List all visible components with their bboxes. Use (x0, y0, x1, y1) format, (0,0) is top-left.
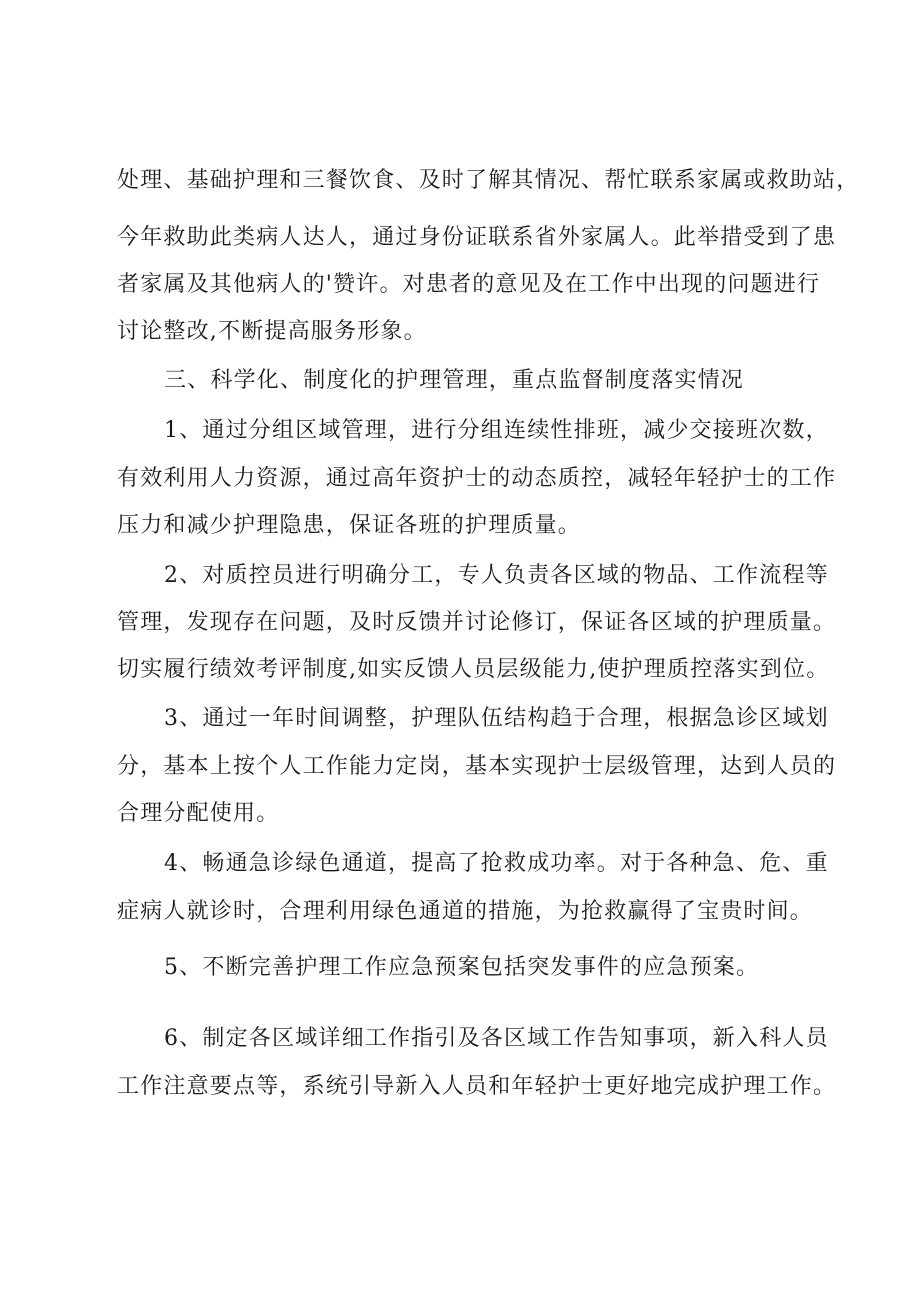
text-line-7: 有效利用人力资源，通过高年资护士的动态质控，减轻年轻护士的工作 (117, 466, 837, 491)
text-line-8: 压力和减少护理隐患，保证各班的护理质量。 (117, 513, 582, 538)
text-line-15: 4、畅通急诊绿色通道，提高了抢救成功率。对于各种急、危、重 (164, 851, 829, 876)
text-line-3: 者家属及其他病人的'赞许。对患者的意见及在工作中出现的问题进行 (117, 272, 821, 297)
text-line-9: 2、对质控员进行明确分工，专人负责各区域的物品、工作流程等 (164, 563, 829, 588)
text-line-12: 3、通过一年时间调整，护理队伍结构趋于合理，根据急诊区域划 (164, 706, 829, 731)
text-line-2: 今年救助此类病人达人，通过身份证联系省外家属人。此举措受到了患 (117, 225, 837, 250)
text-line-18: 6、制定各区域详细工作指引及各区域工作告知事项，新入科人员 (164, 1026, 829, 1051)
text-line-1: 处理、基础护理和三餐饮食、及时了解其情况、帮忙联系家属或救助站， (117, 168, 860, 193)
text-line-11: 切实履行绩效考评制度,如实反馈人员层级能力,使护理质控落实到位。 (117, 657, 830, 682)
text-line-17: 5、不断完善护理工作应急预案包括突发事件的应急预案。 (164, 955, 760, 980)
text-line-6: 1、通过分组区域管理，进行分组连续性排班，减少交接班次数， (164, 418, 829, 443)
section-heading: 三、科学化、制度化的护理管理，重点监督制度落实情况 (164, 368, 745, 393)
text-line-14: 合理分配使用。 (117, 801, 280, 826)
text-line-4: 讨论整改,不断提高服务形象。 (117, 319, 427, 344)
text-line-13: 分，基本上按个人工作能力定岗，基本实现护士层级管理，达到人员的 (117, 754, 837, 779)
text-line-10: 管理，发现存在问题，及时反馈并讨论修订，保证各区域的护理质量。 (117, 610, 837, 635)
text-line-19: 工作注意要点等，系统引导新入人员和年轻护士更好地完成护理工作。 (117, 1074, 837, 1099)
text-line-16: 症病人就诊时，合理利用绿色通道的措施，为抢救赢得了宝贵时间。 (117, 899, 814, 924)
